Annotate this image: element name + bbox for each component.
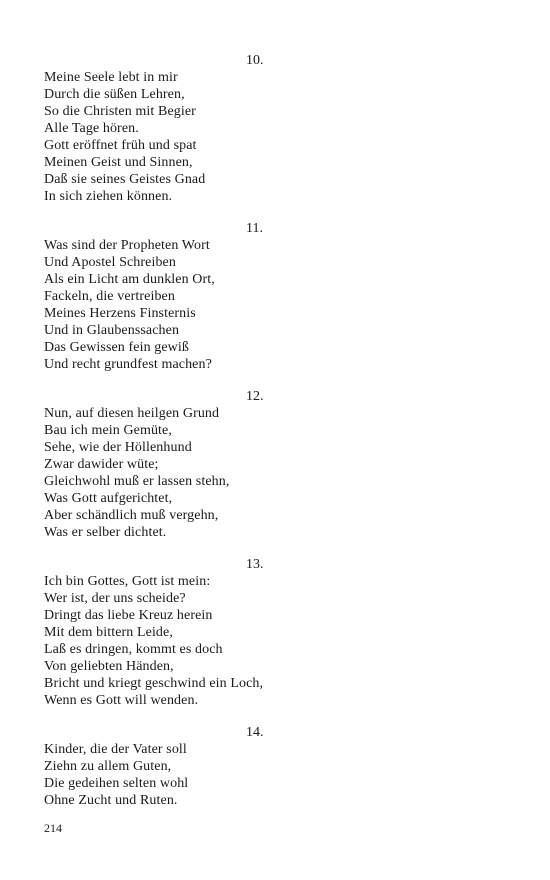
- stanza-lines: [44, 741, 188, 809]
- verse-line: Gleichwohl muß er lassen stehn,: [44, 474, 230, 489]
- stanza-lines: [44, 237, 215, 373]
- verse-line: Das Gewissen fein gewiß: [44, 340, 189, 355]
- verse-line: Sehe, wie der Höllenhund: [44, 440, 192, 455]
- verse-line: Gott eröffnet früh und spat: [44, 138, 197, 153]
- verse-line: Ziehn zu allem Guten,: [44, 759, 172, 774]
- verse-line: Die gedeihen selten wohl: [44, 776, 189, 791]
- verse-line: Was Gott aufgerichtet,: [44, 491, 173, 506]
- stanza-number: 12.: [246, 389, 264, 404]
- verse-line: Kinder, die der Vater soll: [44, 742, 187, 757]
- verse-line: Meines Herzens Finsternis: [44, 306, 196, 321]
- stanza-number: 10.: [246, 53, 264, 68]
- verse-line: Ohne Zucht und Ruten.: [44, 793, 178, 808]
- verse-line: Wer ist, der uns scheide?: [44, 591, 186, 606]
- verse-line: Nun, auf diesen heilgen Grund: [44, 406, 220, 421]
- verse-line: Was er selber dichtet.: [44, 525, 167, 540]
- verse-line: Was sind der Propheten Wort: [44, 238, 210, 253]
- verse-line: Durch die süßen Lehren,: [44, 87, 185, 102]
- verse-line: Zwar dawider wüte;: [44, 457, 159, 472]
- verse-line: Und in Glaubenssachen: [44, 323, 180, 338]
- verse-line: Mit dem bittern Leide,: [44, 625, 173, 640]
- stanza-lines: [44, 573, 263, 709]
- stanza-number: 14.: [246, 725, 264, 740]
- verse-line: Bricht und kriegt geschwind ein Loch,: [44, 676, 264, 691]
- verse-line: Alle Tage hören.: [44, 121, 139, 136]
- verse-line: So die Christen mit Begier: [44, 104, 196, 119]
- stanza-lines: [44, 69, 205, 205]
- verse-line: Von geliebten Händen,: [44, 659, 174, 674]
- stanza-number: 11.: [246, 221, 263, 236]
- verse-line: Bau ich mein Gemüte,: [44, 423, 172, 438]
- verse-line: Dringt das liebe Kreuz herein: [44, 608, 213, 623]
- verse-line: Und recht grundfest machen?: [44, 357, 212, 372]
- verse-line: Meine Seele lebt in mir: [44, 70, 178, 85]
- verse-line: Daß sie seines Geistes Gnad: [44, 172, 206, 187]
- verse-line: Ich bin Gottes, Gott ist mein:: [44, 574, 211, 589]
- verse-line: Und Apostel Schreiben: [44, 255, 176, 270]
- verse-line: Fackeln, die vertreiben: [44, 289, 175, 304]
- verse-line: Wenn es Gott will wenden.: [44, 693, 199, 708]
- verse-line: Aber schändlich muß vergehn,: [44, 508, 219, 523]
- verse-line: Laß es dringen, kommt es doch: [44, 642, 223, 657]
- page-number: 214: [44, 821, 62, 835]
- verse-line: Als ein Licht am dunklen Ort,: [44, 272, 215, 287]
- verse-line: Meinen Geist und Sinnen,: [44, 155, 193, 170]
- verse-line: In sich ziehen können.: [44, 189, 173, 204]
- stanza-number: 13.: [246, 557, 264, 572]
- stanza-lines: [44, 405, 229, 541]
